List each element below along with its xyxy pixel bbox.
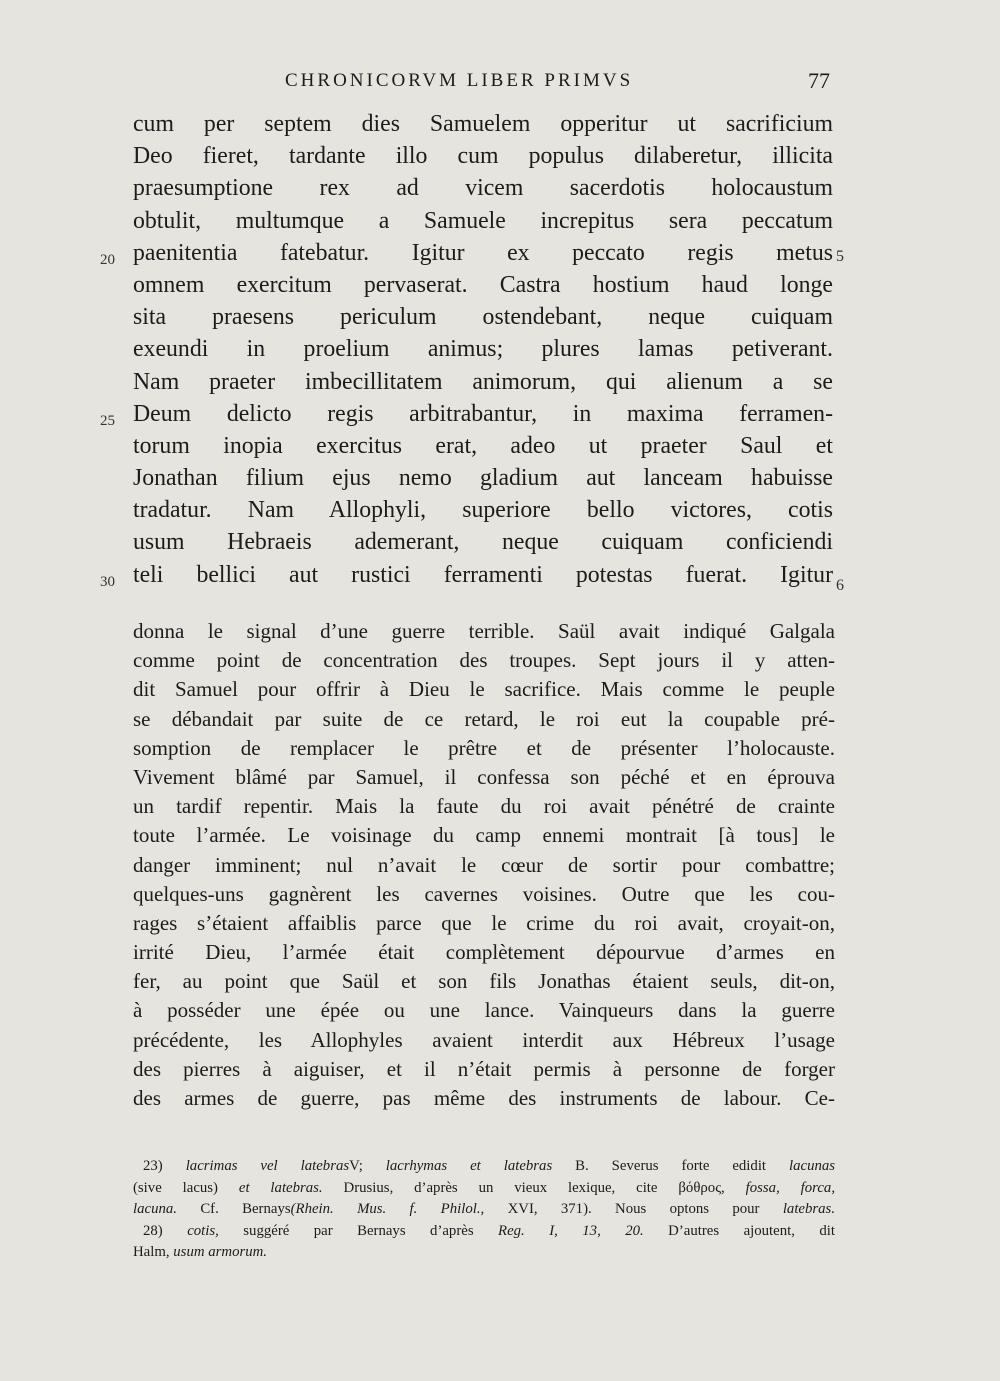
note-line: [133, 1156, 835, 1178]
note-variant: fossa, forca,: [745, 1179, 836, 1196]
latin-line: Deo fieret, tardante illo cum populus dilaberetur, illicita: [133, 143, 833, 170]
note-variant: usum armorum.: [173, 1244, 268, 1260]
note-variant: lacrimas vel latebras: [185, 1158, 350, 1174]
latin-line: torum inopia exercitus erat, adeo ut praeter Saul et: [133, 432, 833, 459]
french-line: à posséder une épée ou une lance. Vainqueurs dans la guerre: [133, 998, 835, 1023]
note-variant: cotis,: [187, 1222, 219, 1239]
latin-line: exeundi in proelium animus; plures lamas petiverant.: [133, 336, 833, 363]
note-line: [133, 1242, 835, 1264]
note-line: [133, 1178, 835, 1200]
margin-line-number: 25: [100, 413, 115, 429]
latin-line: Deum delicto regis arbitrabantur, in maxima ferramen-: [133, 400, 833, 427]
note-text: Halm,: [133, 1244, 170, 1260]
note-text: V;: [349, 1158, 363, 1174]
french-translation: [133, 617, 835, 1113]
french-line: se débandait par suite de ce retard, le roi eut la coupable pré-: [133, 706, 835, 731]
note-number: 28): [143, 1222, 163, 1239]
running-title: CHRONICORVM LIBER PRIMVS: [285, 70, 634, 91]
critical-notes: [133, 1156, 835, 1264]
note-reference: (Rhein. Mus. f. Philol.,: [290, 1201, 485, 1217]
note-line: [133, 1221, 835, 1243]
margin-line-number: 20: [100, 252, 115, 268]
page-number: 77: [808, 68, 830, 93]
french-line: des pierres à aiguiser, et il n’était permis à personne de forger: [133, 1056, 835, 1081]
french-line: irrité Dieu, l’armée était complètement dépourvue d’armes en: [133, 940, 835, 965]
margin-line-number: 30: [100, 574, 115, 590]
note-text: XVI, 371). Nous optons pour: [507, 1201, 760, 1217]
note-variant: et latebras.: [238, 1179, 323, 1196]
note-variant: lacuna.: [133, 1201, 177, 1217]
latin-line: omnem exercitum pervaserat. Castra hostium haud longe: [133, 271, 833, 298]
latin-line: teli bellici aut rustici ferramenti potestas fuerat. Igitur: [133, 561, 833, 588]
french-line: toute l’armée. Le voisinage du camp ennemi montrait [à tous] le: [133, 823, 835, 848]
latin-text: [133, 108, 833, 591]
french-line: précédente, les Allophyles avaient interdit aux Hébreux l’usage: [133, 1027, 835, 1052]
note-reference: Reg. I, 13, 20.: [498, 1222, 644, 1239]
french-line: fer, au point que Saül et son fils Jonathas étaient seuls, dit-on,: [133, 969, 835, 994]
french-line: donna le signal d’une guerre terrible. Saül avait indiqué Galgala: [133, 619, 835, 643]
latin-line: Nam praeter imbecillitatem animorum, qui alienum a se: [133, 368, 833, 395]
latin-line: sita praesens periculum ostendebant, neque cuiquam: [133, 304, 833, 331]
note-variant: latebras.: [782, 1201, 836, 1217]
note-text: Drusius, d’après un vieux lexique, cite: [343, 1179, 658, 1196]
page-header: [130, 70, 830, 100]
french-line: somption de remplacer le prêtre et de présenter l’holocauste.: [133, 735, 835, 760]
note-variant: lacrhymas et latebras: [385, 1158, 553, 1174]
note-text: (sive lacus): [133, 1179, 218, 1196]
note-text: D’autres ajoutent, dit: [668, 1222, 835, 1239]
french-line: rages s’étaient affaiblis parce que le crime du roi avait, croyait-on,: [133, 910, 835, 935]
latin-line: obtulit, multumque a Samuele increpitus sera peccatum: [133, 207, 833, 234]
latin-line: tradatur. Nam Allophyli, superiore bello victores, cotis: [133, 497, 833, 524]
latin-line: paenitentia fatebatur. Igitur ex peccato regis metus: [133, 239, 833, 266]
note-number: 23): [143, 1158, 163, 1174]
latin-line: usum Hebraeis ademerant, neque cuiquam conficiendi: [133, 529, 833, 556]
note-line: [133, 1199, 835, 1221]
latin-line: praesumptione rex ad vicem sacerdotis holocaustum: [133, 175, 833, 202]
note-variant: lacunas: [789, 1158, 836, 1174]
note-greek: βόθρος,: [678, 1179, 725, 1196]
french-line: comme point de concentration des troupes. Sept jours il y atten-: [133, 648, 835, 673]
margin-section-number: 5: [836, 248, 844, 265]
note-text: Cf. Bernays: [200, 1201, 291, 1217]
french-line: des armes de guerre, pas même des instruments de labour. Ce-: [133, 1086, 835, 1110]
note-text: B. Severus forte edidit: [575, 1158, 767, 1174]
french-line: quelques-uns gagnèrent les cavernes voisines. Outre que les cou-: [133, 881, 835, 906]
latin-line: Jonathan filium ejus nemo gladium aut lanceam habuisse: [133, 465, 833, 492]
latin-line: cum per septem dies Samuelem opperitur ut sacrificium: [133, 111, 833, 137]
note-text: suggéré par Bernays d’après: [243, 1222, 474, 1239]
margin-section-number: 6: [836, 577, 844, 594]
french-line: un tardif repentir. Mais la faute du roi avait pénétré de crainte: [133, 794, 835, 819]
french-line: Vivement blâmé par Samuel, il confessa son péché et en éprouva: [133, 764, 835, 789]
french-line: danger imminent; nul n’avait le cœur de sortir pour combattre;: [133, 852, 835, 877]
french-line: dit Samuel pour offrir à Dieu le sacrifice. Mais comme le peuple: [133, 677, 835, 702]
